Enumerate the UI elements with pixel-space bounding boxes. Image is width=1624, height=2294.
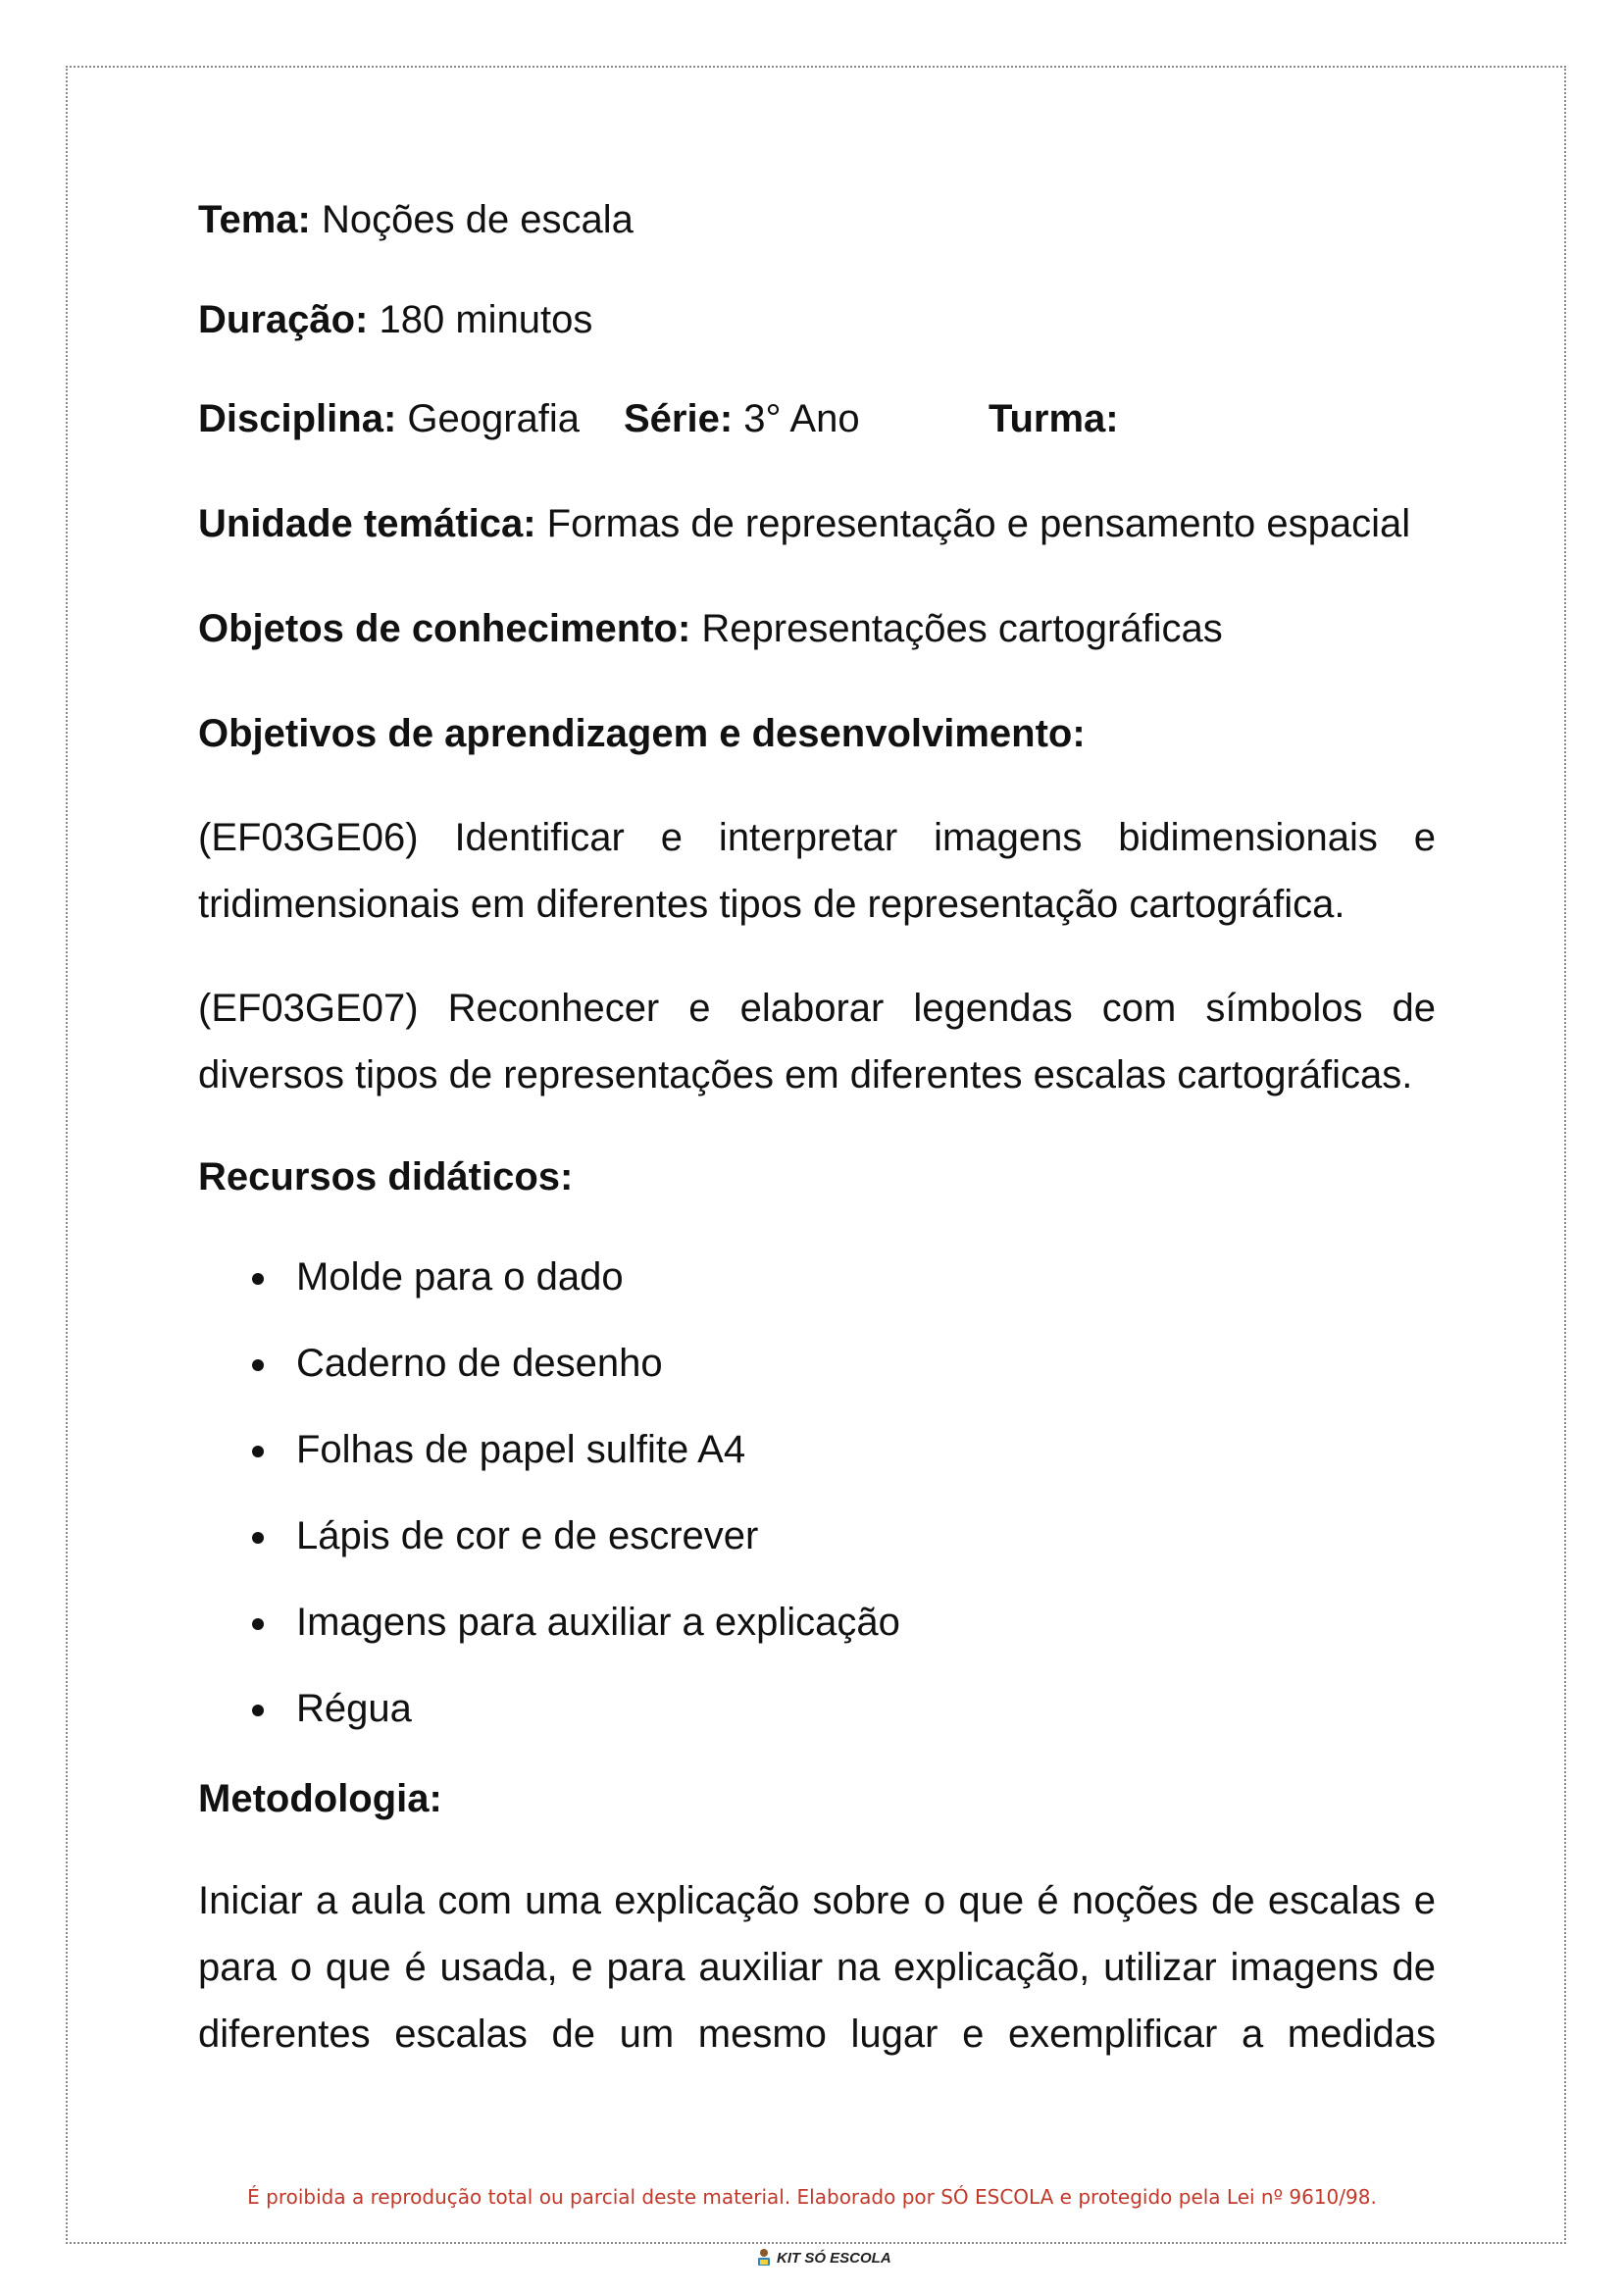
disciplina-value: Geografia: [396, 397, 581, 440]
metodologia-paragraph: Iniciar a aula com uma explicação sobre o que é noções de escalas e para o que é usada, e para auxiliar na explicação, utilizar imagens de diferentes escalas de um mesmo lugar e exemplificar a medidas: [198, 1879, 1436, 2056]
list-item: [198, 1685, 900, 1771]
serie-label: Série:: [624, 397, 734, 440]
duracao-value: 180 minutos: [368, 298, 593, 341]
objetos-line: [198, 605, 1223, 652]
list-item: [198, 1426, 900, 1512]
brand-footer: [755, 2248, 891, 2268]
list-item-text: Caderno de desenho: [296, 1342, 663, 1385]
metodologia-heading: [198, 1775, 442, 1822]
unidade-value: Formas de representação e pensamento espacial: [535, 502, 1411, 545]
child-reading-icon: [755, 2248, 773, 2268]
list-item: [198, 1340, 900, 1426]
metodologia-title: Metodologia:: [198, 1777, 442, 1820]
bullet-icon: [252, 1273, 264, 1285]
serie-value: 3° Ano: [733, 397, 860, 440]
bullet-icon: [252, 1532, 264, 1544]
objetivos-title: Objetivos de aprendizagem e desenvolvimento:: [198, 712, 1086, 755]
objetivo-paragraph-2: (EF03GE07) Reconhecer e elaborar legendas com símbolos de diversos tipos de representações em diferentes escalas cartográficas.: [198, 987, 1436, 1096]
bullet-icon: [252, 1446, 264, 1457]
disciplina-label: Disciplina:: [198, 397, 397, 440]
list-item-text: Régua: [296, 1687, 412, 1730]
list-item-text: Imagens para auxiliar a explicação: [296, 1601, 900, 1644]
bullet-icon: [252, 1618, 264, 1630]
list-item-text: Folhas de papel sulfite A4: [296, 1428, 746, 1471]
unidade-label: Unidade temática:: [198, 502, 536, 545]
disciplina-line: [198, 395, 580, 442]
duracao-label: Duração:: [198, 298, 369, 341]
list-item: [198, 1253, 900, 1340]
tema-line: [198, 196, 634, 243]
tema-label: Tema:: [198, 198, 311, 241]
recursos-list: [198, 1253, 900, 1771]
tema-value: Noções de escala: [310, 198, 634, 241]
list-item: [198, 1599, 900, 1685]
duracao-line: [198, 296, 592, 343]
objetos-label: Objetos de conhecimento:: [198, 607, 691, 650]
list-item: [198, 1512, 900, 1599]
recursos-heading: [198, 1153, 573, 1200]
copyright-notice: É proibida a reprodução total ou parcial deste material. Elaborado por SÓ ESCOLA e protegido pela Lei nº 9610/98.: [247, 2185, 1377, 2209]
list-item-text: Lápis de cor e de escrever: [296, 1514, 759, 1557]
serie-field: [624, 395, 860, 442]
bullet-icon: [252, 1359, 264, 1371]
objetivo-paragraph-1: (EF03GE06) Identificar e interpretar imagens bidimensionais e tridimensionais em diferentes tipos de representação cartográfica.: [198, 816, 1436, 926]
turma-label: Turma:: [989, 397, 1119, 440]
objetivos-heading: [198, 710, 1086, 757]
recursos-title: Recursos didáticos:: [198, 1155, 574, 1198]
objetos-value: Representações cartográficas: [690, 607, 1223, 650]
unidade-line: [198, 500, 1410, 547]
turma-field: [989, 395, 1119, 442]
brand-label: KIT SÓ ESCOLA: [777, 2249, 891, 2267]
list-item-text: Molde para o dado: [296, 1255, 624, 1299]
bullet-icon: [252, 1705, 264, 1716]
